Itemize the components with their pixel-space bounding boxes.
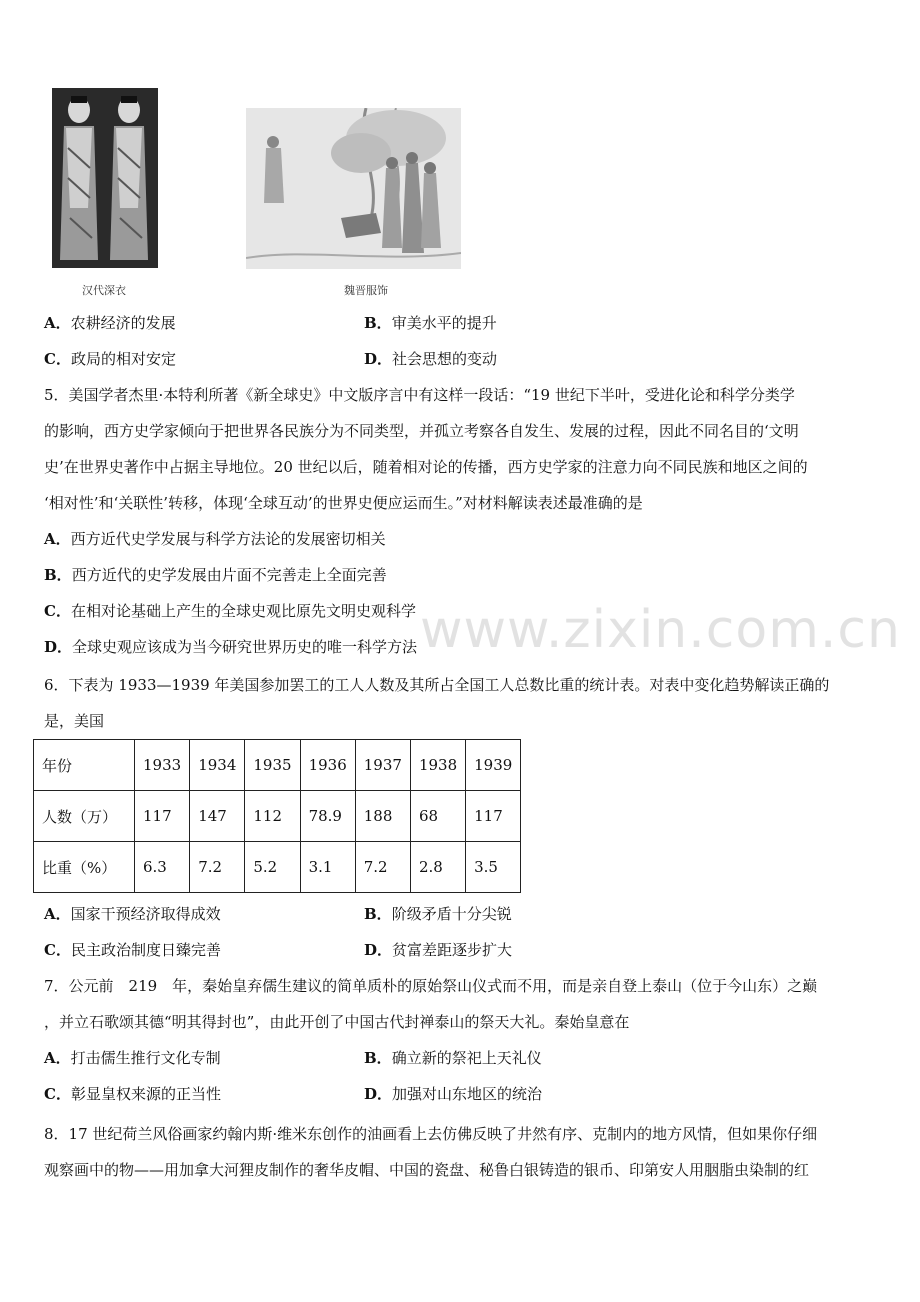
table-cell: 1937 [355,740,410,791]
table-cell: 3.1 [300,842,355,893]
option-label: C． [44,602,71,620]
q4-option-a[interactable] [44,313,176,333]
option-text: 加强对山东地区的统治 [392,1085,543,1103]
table-header-cell: 人数（万） [34,791,135,842]
q5-option-b[interactable] [44,565,387,585]
table-cell: 1939 [466,740,521,791]
table-cell: 2.8 [410,842,465,893]
table-cell: 7.2 [190,842,245,893]
option-label: D． [364,941,393,959]
q4-option-c[interactable] [44,349,176,369]
option-text: 西方近代的史学发展由片面不完善走上全面完善 [71,566,387,584]
option-label: B． [364,314,392,332]
option-text: 社会思想的变动 [392,350,498,368]
table-cell: 7.2 [355,842,410,893]
table-row [34,740,521,791]
q7-option-a[interactable] [44,1048,221,1068]
han-robe-caption: 汉代深衣 [82,284,126,297]
table-row [34,842,521,893]
q5-option-d[interactable] [44,637,417,657]
option-label: A． [44,905,71,923]
q7-stem-line: 7．公元前 219 年，秦始皇弃儒生建议的简单质朴的原始祭山仪式而不用，而是亲自登上泰山（位于今山东）之巅 [44,977,818,995]
option-label: B． [364,1049,392,1067]
option-text: 农耕经济的发展 [70,314,176,332]
watermark: www.zixin.com.cn [420,600,901,660]
weijin-painting-image [246,108,461,269]
q4-option-b[interactable] [364,313,497,333]
option-text: 国家干预经济取得成效 [70,905,221,923]
q5-stem-line: 史’在世界史著作中占据主导地位。20 世纪以后，随着相对论的传播，西方史学家的注意力向不同民族和地区之间的 [44,458,808,476]
table-cell: 1938 [410,740,465,791]
han-robe-image [52,88,158,268]
option-text: 政局的相对安定 [70,350,176,368]
q6-stem-line: 是，美国 [44,712,105,730]
table-cell: 147 [190,791,245,842]
q6-stem-line: 6．下表为 1933—1939 年美国参加罢工的工人人数及其所占全国工人总数比重的统计表。对表中变化趋势解读正确的 [44,676,830,694]
option-text: 打击儒生推行文化专制 [70,1049,221,1067]
q5-stem-line: 5．美国学者杰里·本特利所著《新全球史》中文版序言中有这样一段话：“19 世纪下半叶，受进化论和科学分类学 [44,386,795,404]
q5-stem-line: 的影响，西方史学家倾向于把世界各民族分为不同类型，并孤立考察各自发生、发展的过程，因此不同名目的‘文明 [44,422,799,440]
table-cell: 1933 [135,740,190,791]
option-text: 确立新的祭祀上天礼仪 [391,1049,542,1067]
q5-option-c[interactable] [44,601,416,621]
option-label: B． [44,566,72,584]
q6-option-b[interactable] [364,904,512,924]
q6-option-a[interactable] [44,904,221,924]
q7-option-b[interactable] [364,1048,542,1068]
strike-statistics-table [33,739,521,893]
q4-option-d[interactable] [364,349,497,369]
option-text: 全球史观应该成为当今研究世界历史的唯一科学方法 [72,638,418,656]
option-label: A． [44,530,71,548]
option-text: 民主政治制度日臻完善 [70,941,221,959]
table-cell: 78.9 [300,791,355,842]
q8-stem-line: 观察画中的物——用加拿大河狸皮制作的奢华皮帽、中国的瓷盘、秘鲁白银铸造的银币、印第安人用胭脂虫染制的红 [44,1161,810,1179]
option-label: A． [44,1049,71,1067]
table-cell: 3.5 [466,842,521,893]
q7-stem-line: ，并立石歌颂其德“明其得封也”，由此开创了中国古代封禅泰山的祭天大礼。秦始皇意在 [44,1013,630,1031]
table-cell: 68 [410,791,465,842]
han-robe-figure [52,88,158,268]
q8-stem-line: 8．17 世纪荷兰风俗画家约翰内斯·维米东创作的油画看上去仿佛反映了井然有序、克制内的地方风情，但如果你仔细 [44,1125,818,1143]
option-label: D． [364,350,393,368]
table-cell: 1934 [190,740,245,791]
option-text: 在相对论基础上产生的全球史观比原先文明史观科学 [70,602,416,620]
weijin-painting-figure [246,108,461,269]
option-label: C． [44,350,71,368]
option-label: B． [364,905,392,923]
q5-stem-line: ‘相对性’和‘关联性’转移，体现‘全球互动’的世界史便应运而生。”对材料解读表述最准确的是 [44,494,643,512]
option-label: C． [44,1085,71,1103]
weijin-caption: 魏晋服饰 [344,284,388,297]
table-cell: 5.2 [245,842,300,893]
option-text: 西方近代史学发展与科学方法论的发展密切相关 [70,530,386,548]
option-label: D． [44,638,73,656]
q6-option-c[interactable] [44,940,221,960]
q7-option-d[interactable] [364,1084,542,1104]
option-label: A． [44,314,71,332]
table-cell: 117 [135,791,190,842]
q7-option-c[interactable] [44,1084,221,1104]
table-cell: 188 [355,791,410,842]
option-text: 审美水平的提升 [391,314,497,332]
table-header-cell: 年份 [34,740,135,791]
table-cell: 1935 [245,740,300,791]
table-cell: 112 [245,791,300,842]
table-cell: 1936 [300,740,355,791]
q5-option-a[interactable] [44,529,386,549]
table-cell: 117 [466,791,521,842]
option-text: 彰显皇权来源的正当性 [70,1085,221,1103]
table-header-cell: 比重（%） [34,842,135,893]
option-text: 阶级矛盾十分尖锐 [391,905,512,923]
option-label: C． [44,941,71,959]
q6-option-d[interactable] [364,940,512,960]
table-row [34,791,521,842]
option-text: 贫富差距逐步扩大 [392,941,513,959]
table-cell: 6.3 [135,842,190,893]
option-label: D． [364,1085,393,1103]
